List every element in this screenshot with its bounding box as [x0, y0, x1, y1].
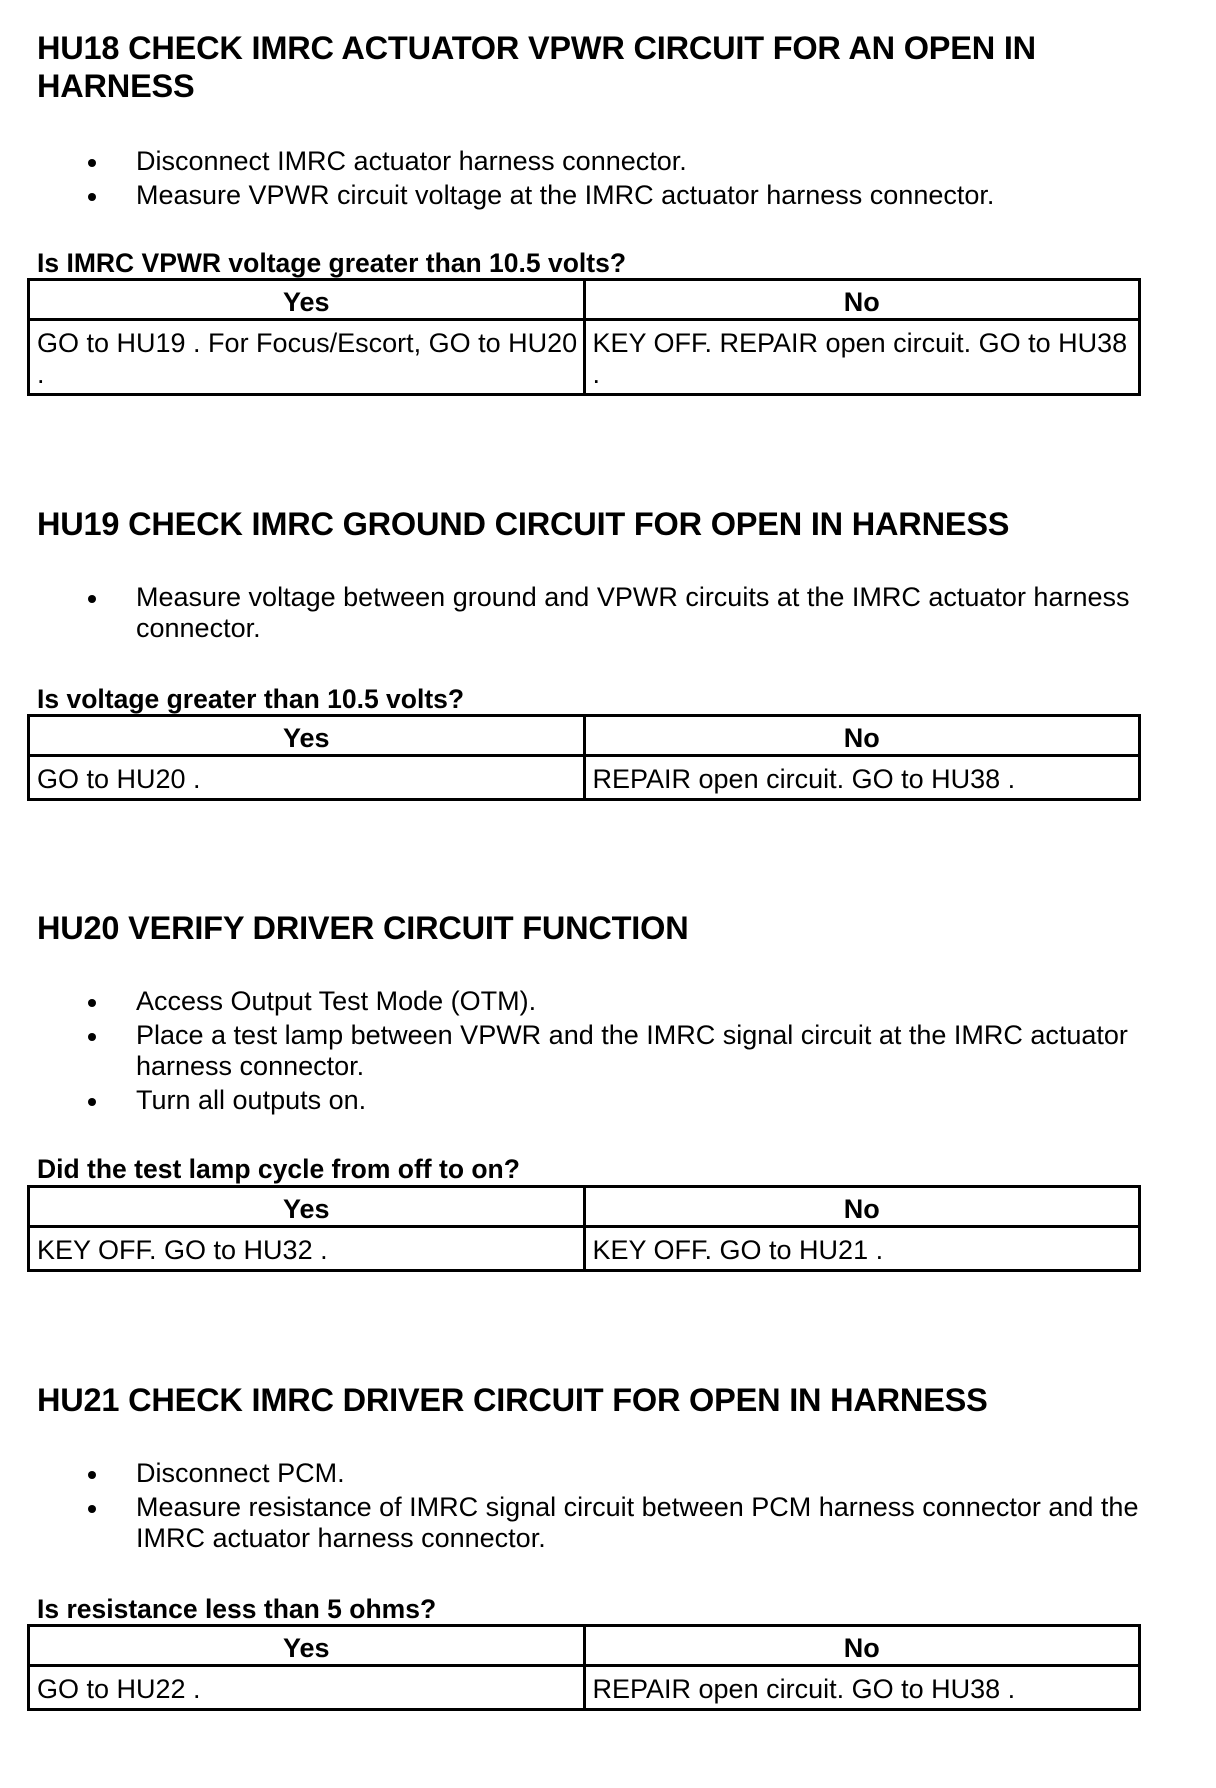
step-text: Place a test lamp between VPWR and the IMRC signal circuit at the IMRC actuator harness connector.: [136, 1020, 1128, 1081]
no-action-cell: REPAIR open circuit. GO to HU38 .: [584, 1666, 1140, 1710]
no-action-cell: KEY OFF. REPAIR open circuit. GO to HU38 .: [584, 320, 1140, 395]
bullet-icon: [88, 1098, 96, 1106]
table-header-row: [29, 1187, 1140, 1227]
no-column-header: No: [584, 1626, 1140, 1666]
step-item: [0, 180, 1216, 211]
step-text: Disconnect IMRC actuator harness connector.: [136, 146, 687, 176]
bullet-icon: [88, 1471, 96, 1479]
step-item: [0, 582, 1216, 644]
bullet-icon: [88, 595, 96, 603]
yes-column-header: Yes: [29, 1187, 585, 1227]
question-label: Is voltage greater than 10.5 volts?: [37, 684, 465, 714]
bullet-icon: [88, 999, 96, 1007]
bullet-icon: [88, 193, 96, 201]
no-column-header: No: [584, 716, 1140, 756]
no-action-cell: REPAIR open circuit. GO to HU38 .: [584, 756, 1140, 800]
answer-table: [27, 1185, 1141, 1272]
step-item: [0, 146, 1216, 177]
yes-column-header: Yes: [29, 716, 585, 756]
step-text: Turn all outputs on.: [136, 1085, 367, 1115]
step-list: [0, 1458, 1216, 1557]
step-item: [0, 1020, 1216, 1082]
bullet-icon: [88, 1505, 96, 1513]
yes-action-cell: GO to HU22 .: [29, 1666, 585, 1710]
step-item: [0, 1085, 1216, 1116]
table-header-row: [29, 716, 1140, 756]
step-item: [0, 1492, 1216, 1554]
no-action-cell: KEY OFF. GO to HU21 .: [584, 1227, 1140, 1271]
table-row: [29, 1666, 1140, 1710]
step-text: Measure VPWR circuit voltage at the IMRC actuator harness connector.: [136, 180, 995, 210]
yes-action-cell: GO to HU19 . For Focus/Escort, GO to HU20 .: [29, 320, 585, 395]
table-row: [29, 320, 1140, 395]
bullet-icon: [88, 1033, 96, 1041]
section-heading: HU18 CHECK IMRC ACTUATOR VPWR CIRCUIT FOR AN OPEN IN HARNESS: [37, 30, 1036, 104]
step-text: Measure resistance of IMRC signal circuit between PCM harness connector and the IMRC actuator harness connector.: [136, 1492, 1139, 1553]
step-item: [0, 1458, 1216, 1489]
answer-table: [27, 714, 1141, 801]
step-item: [0, 986, 1216, 1017]
question-label: Is IMRC VPWR voltage greater than 10.5 volts?: [37, 248, 627, 278]
section-heading: HU21 CHECK IMRC DRIVER CIRCUIT FOR OPEN IN HARNESS: [37, 1382, 988, 1418]
step-text: Measure voltage between ground and VPWR circuits at the IMRC actuator harness connector.: [136, 582, 1130, 643]
yes-column-header: Yes: [29, 280, 585, 320]
bullet-icon: [88, 159, 96, 167]
step-list: [0, 582, 1216, 647]
table-header-row: [29, 1626, 1140, 1666]
question-label: Is resistance less than 5 ohms?: [37, 1594, 437, 1624]
step-text: Disconnect PCM.: [136, 1458, 345, 1488]
no-column-header: No: [584, 1187, 1140, 1227]
yes-action-cell: GO to HU20 .: [29, 756, 585, 800]
answer-table: [27, 1624, 1141, 1711]
yes-column-header: Yes: [29, 1626, 585, 1666]
question-label: Did the test lamp cycle from off to on?: [37, 1154, 520, 1184]
step-list: [0, 986, 1216, 1119]
table-row: [29, 756, 1140, 800]
step-text: Access Output Test Mode (OTM).: [136, 986, 537, 1016]
table-header-row: [29, 280, 1140, 320]
step-list: [0, 146, 1216, 214]
no-column-header: No: [584, 280, 1140, 320]
answer-table: [27, 278, 1141, 396]
table-row: [29, 1227, 1140, 1271]
section-heading: HU20 VERIFY DRIVER CIRCUIT FUNCTION: [37, 910, 689, 946]
yes-action-cell: KEY OFF. GO to HU32 .: [29, 1227, 585, 1271]
section-heading: HU19 CHECK IMRC GROUND CIRCUIT FOR OPEN IN HARNESS: [37, 506, 1010, 542]
